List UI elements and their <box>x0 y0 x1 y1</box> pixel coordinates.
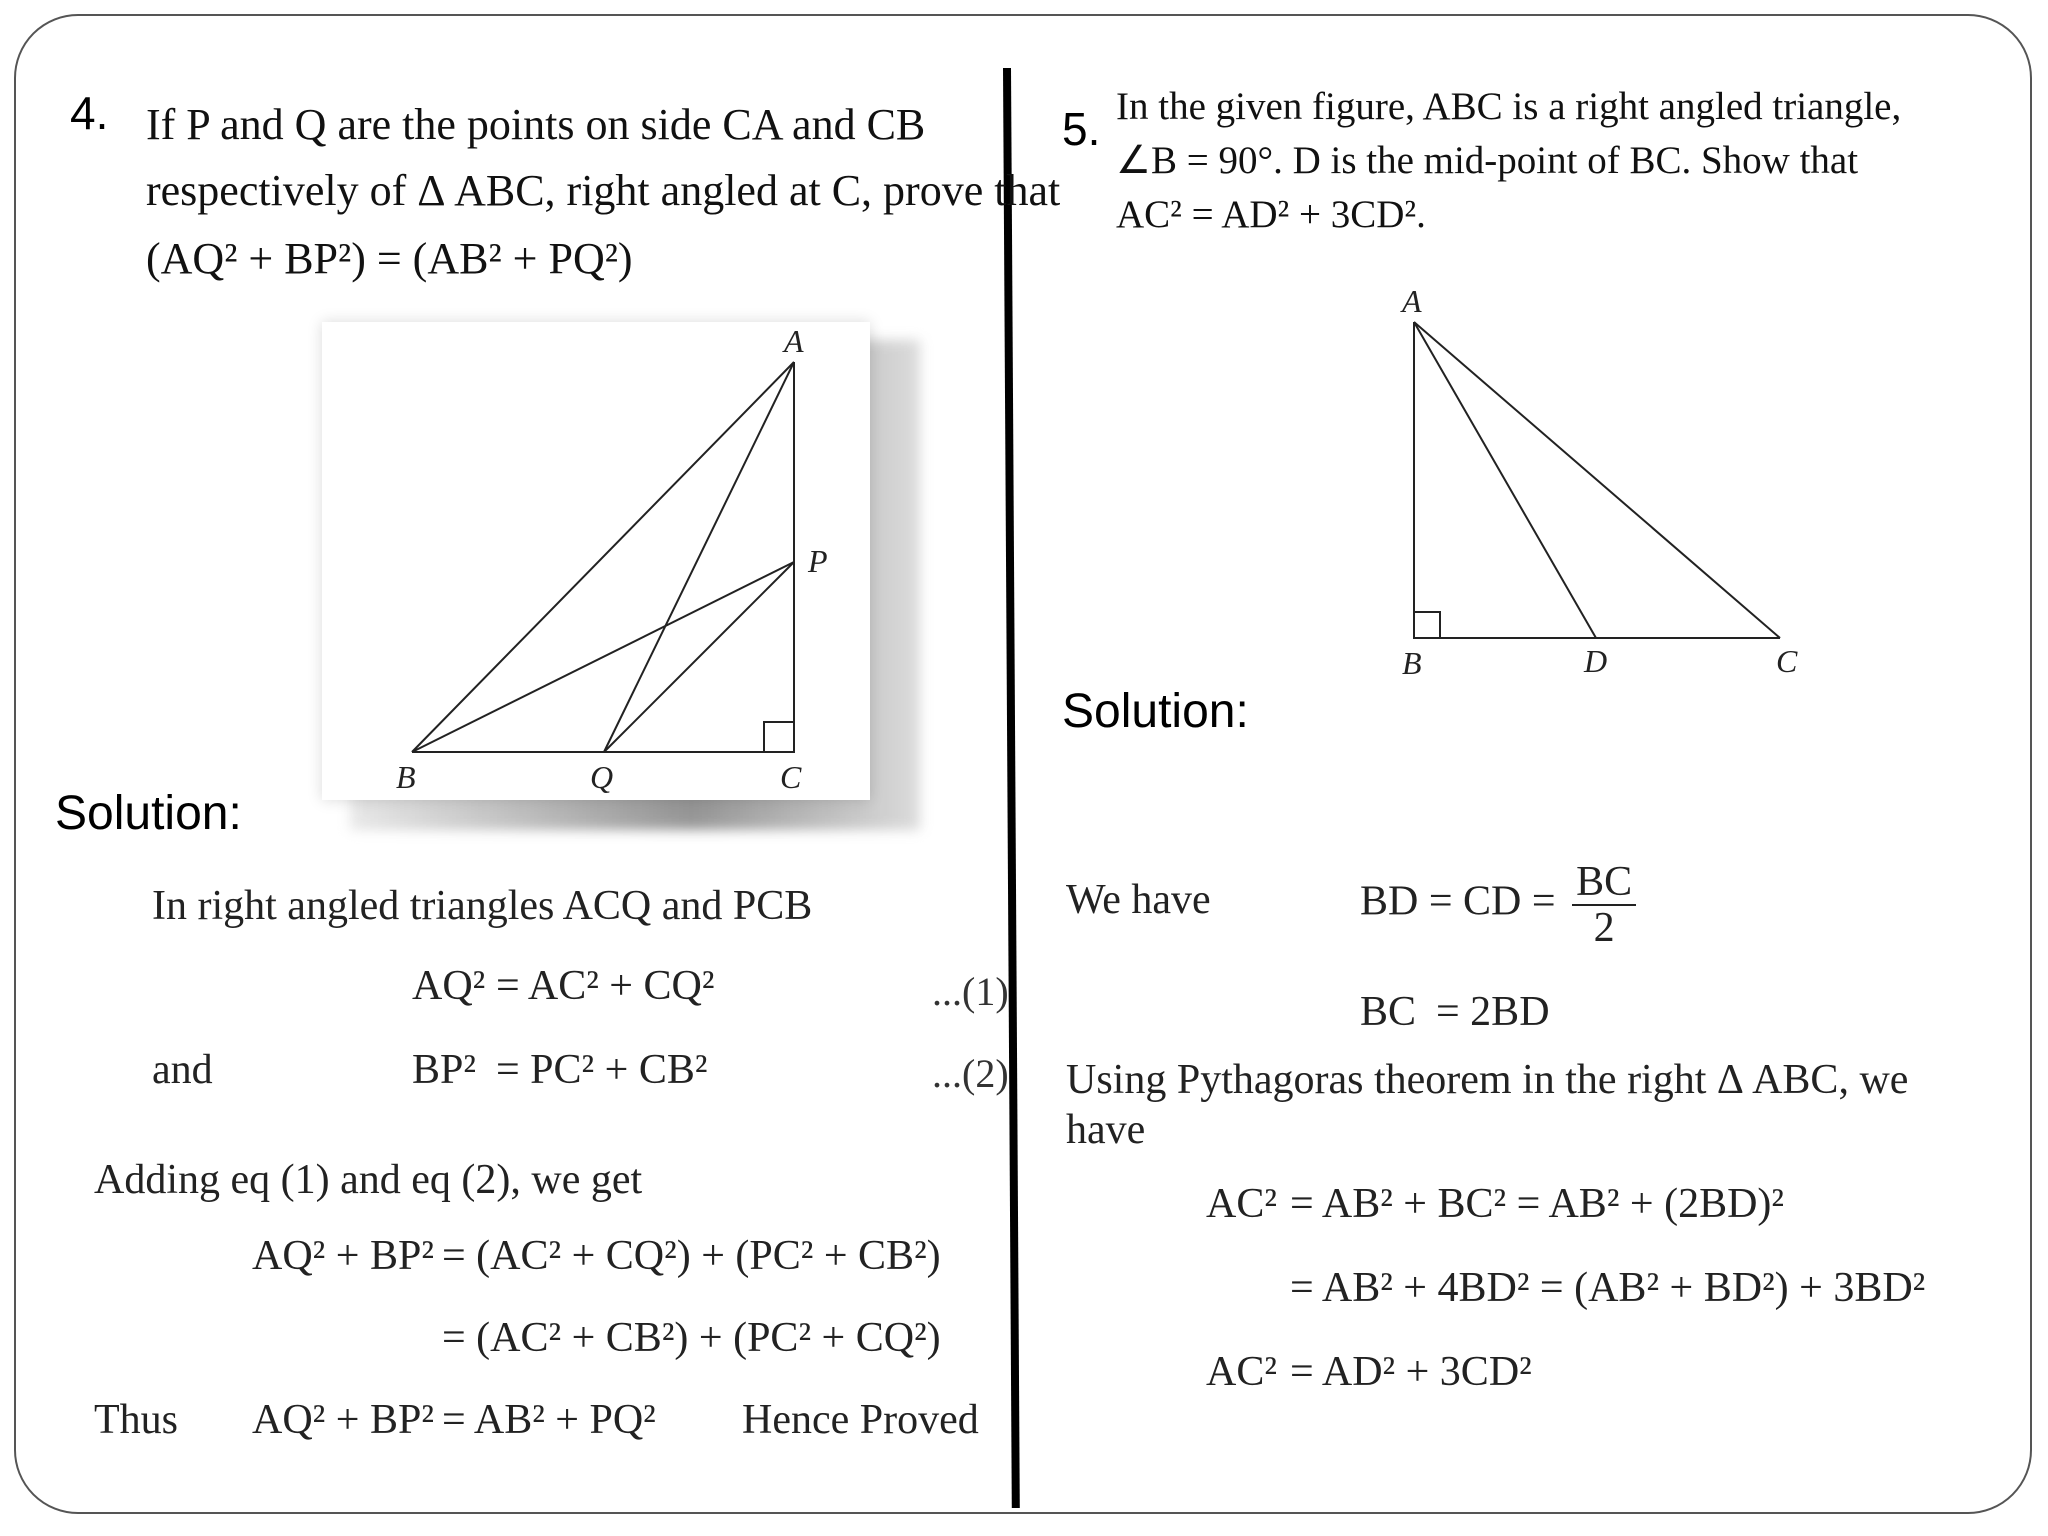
segment-pq <box>604 562 794 752</box>
q5-have: have <box>1066 1107 1146 1153</box>
question-5-solution-label: Solution: <box>1062 685 1249 738</box>
figure-4 <box>322 322 870 800</box>
q4-thus-label: Thus <box>94 1397 178 1443</box>
q5-row1-lhs: AC² <box>1206 1181 1277 1227</box>
question-5-number: 5. <box>1062 103 1101 155</box>
q4-eq1-tag: ...(1) <box>932 969 1009 1014</box>
q5-bc-lhs: BC <box>1360 989 1417 1035</box>
vertex-b-label: B <box>396 759 416 795</box>
q4-sum-lhs: AQ² + BP² <box>252 1233 434 1279</box>
q4-thus-rhs: = AB² + PQ² <box>442 1397 656 1443</box>
q5-bc-rhs: = 2BD <box>1436 989 1550 1035</box>
q4-and-label: and <box>152 1047 213 1093</box>
q5-we-have: We have <box>1066 877 1211 923</box>
q5-row1-rhs: = AB² + BC² = AB² + (2BD)² <box>1290 1181 1785 1227</box>
q4-eq2-rhs: = PC² + CB² <box>496 1047 708 1093</box>
question-4-solution-label: Solution: <box>55 787 242 840</box>
question-4-line-1: If P and Q are the points on side CA and CB <box>146 100 926 149</box>
q5-fraction <box>1572 860 1636 950</box>
q4-thus-lhs: AQ² + BP² <box>252 1397 434 1443</box>
q4-eq1-lhs: AQ² <box>412 963 486 1009</box>
q4-sum-rhs-2: = (AC² + CB²) + (PC² + CQ²) <box>442 1315 941 1361</box>
vertex-d-label: D <box>1584 643 1608 679</box>
q4-eq2-tag: ...(2) <box>932 1051 1009 1096</box>
right-angle-marker <box>764 722 794 752</box>
segment-bp <box>412 562 794 752</box>
question-4-line-2: respectively of Δ ABC, right angled at C, prove that <box>146 166 1061 215</box>
vertex-a-label: A <box>1402 283 1422 319</box>
vertex-c-label: C <box>1776 643 1798 679</box>
vertex-a-label: A <box>784 323 804 359</box>
q5-fraction-numerator: BC <box>1572 860 1636 906</box>
vertex-c-label: C <box>780 759 802 795</box>
question-5-line-3: AC² = AD² + 3CD². <box>1116 193 1426 236</box>
q4-eq2-lhs: BP² <box>412 1047 476 1093</box>
q4-eq1-rhs: = AC² + CQ² <box>496 963 715 1009</box>
question-5-line-2: ∠B = 90°. D is the mid-point of BC. Show that <box>1116 139 1859 182</box>
segment-ad <box>1414 322 1596 638</box>
q4-hence-proved: Hence Proved <box>742 1397 979 1443</box>
q5-using-pythagoras: Using Pythagoras theorem in the right Δ ABC, we <box>1066 1057 1909 1103</box>
question-4-line-3: (AQ² + BP²) = (AB² + PQ²) <box>146 234 633 283</box>
segment-aq <box>604 362 794 752</box>
figure-4-diagram <box>322 322 870 800</box>
segment-ab <box>412 362 794 752</box>
q4-intro: In right angled triangles ACQ and PCB <box>152 883 813 929</box>
segment-ac <box>1414 322 1780 638</box>
right-angle-marker <box>1414 612 1440 638</box>
question-5-line-1: In the given figure, ABC is a right angled triangle, <box>1116 85 1902 128</box>
q5-row3-lhs: AC² <box>1206 1349 1277 1395</box>
question-4-number: 4. <box>70 87 109 139</box>
vertex-p-label: P <box>808 543 828 579</box>
q5-bd-equation <box>1360 860 1636 950</box>
q5-bd-cd-text: BD = CD = <box>1360 878 1556 925</box>
q5-fraction-denominator: 2 <box>1593 905 1615 951</box>
figure-5-diagram <box>1380 282 1820 682</box>
vertex-q-label: Q <box>590 759 614 795</box>
q4-adding: Adding eq (1) and eq (2), we get <box>94 1157 643 1203</box>
q5-row3-rhs: = AD² + 3CD² <box>1290 1349 1532 1395</box>
vertex-b-label: B <box>1402 645 1422 681</box>
q4-sum-rhs-1: = (AC² + CQ²) + (PC² + CB²) <box>442 1233 941 1279</box>
q5-row2-rhs: = AB² + 4BD² = (AB² + BD²) + 3BD² <box>1290 1265 1926 1311</box>
